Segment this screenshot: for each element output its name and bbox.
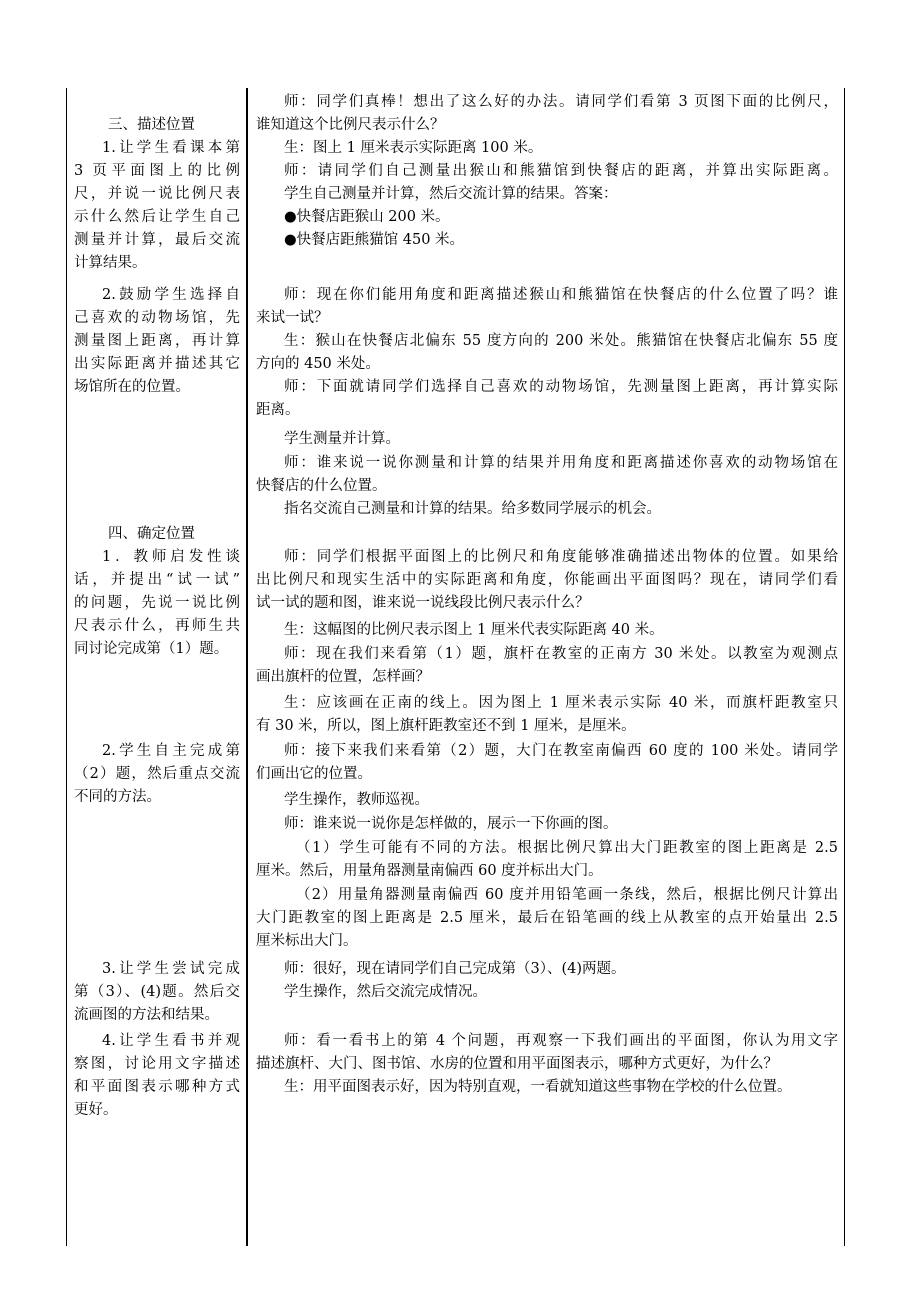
left-text: 4.让学生看书并观	[102, 1033, 240, 1049]
right-text: 试一试的题和图，谁来说一说线段比例尺表示什么？	[256, 595, 590, 611]
left-text: 的问题，先说一说比例	[74, 595, 240, 611]
left-text: 场馆所在的位置。	[74, 379, 190, 395]
left-text: 示什么然后让学生自己	[74, 209, 240, 225]
left-text: 3.让学生尝试完成	[102, 961, 240, 977]
right-text: 师：看一看书上的第 4 个问题，再观察一下我们画出的平面图，你认为用文字	[284, 1033, 838, 1049]
right-text: 师：谁来说一说你测量和计算的结果并用角度和距离描述你喜欢的动物场馆在	[284, 455, 838, 471]
left-text: 察图，讨论用文字描述	[74, 1056, 240, 1072]
right-text: 厘米标出大门。	[256, 933, 358, 949]
left-text: 2.鼓励学生选择自	[102, 287, 240, 303]
left-text: 1.让学生看课本第	[102, 140, 240, 156]
right-text: 师：很好，现在请同学们自己完成第（3）、(4)两题。	[284, 961, 626, 977]
left-column	[74, 0, 240, 1301]
left-text: 测量并计算，最后交流	[74, 232, 240, 248]
right-text: 师：现在你们能用角度和距离描述猴山和熊猫馆在快餐店的什么位置了吗？谁	[284, 287, 838, 303]
right-text: 学生操作，然后交流完成情况。	[284, 984, 487, 1000]
right-text: 指名交流自己测量和计算的结果。给多数同学展示的机会。	[284, 501, 661, 517]
left-text: 1．教师启发性谈	[102, 549, 240, 565]
table-border-left	[66, 88, 67, 1246]
right-column	[256, 0, 838, 1301]
left-text: 己喜欢的动物场馆，先	[74, 310, 240, 326]
right-text: 师：谁来说一说你是怎样做的，展示一下你画的图。	[284, 816, 618, 832]
right-text: 方向的 450 米处。	[256, 356, 380, 372]
right-text: 有 30 米，所以，图上旗杆距教室还不到 1 厘米，是厘米。	[256, 718, 636, 734]
right-text: 画出旗杆的位置，怎样画？	[256, 669, 430, 685]
left-text: 第（3）、(4)题。然后交	[74, 984, 240, 1000]
left-text: （2）题，然后重点交流	[74, 766, 240, 782]
left-text: 不同的方法。	[74, 789, 161, 805]
right-text: 距离。	[256, 402, 300, 418]
left-text: 3 页平面图上的比例	[74, 163, 240, 179]
right-text: 生：这幅图的比例尺表示图上 1 厘米代表实际距离 40 米。	[284, 622, 664, 638]
table-column-divider	[246, 88, 248, 1246]
left-text: 2.学生自主完成第	[102, 743, 240, 759]
section3-heading: 三、描述位置	[108, 117, 195, 133]
left-text: 尺表示什么，再师生共	[74, 618, 240, 634]
right-text: 生：用平面图表示好，因为特别直观，一看就知道这些事物在学校的什么位置。	[284, 1079, 792, 1095]
left-text: 更好。	[74, 1102, 118, 1118]
right-text: 们画出它的位置。	[256, 766, 372, 782]
left-text: 计算结果。	[74, 255, 147, 271]
right-text: 生：图上 1 厘米表示实际距离 100 米。	[284, 140, 543, 156]
right-text: 描述旗杆、大门、图书馆、水房的位置和用平面图表示，哪种方式更好，为什么？	[256, 1056, 778, 1072]
right-text: 厘米。然后，用量角器测量南偏西 60 度并标出大门。	[256, 863, 603, 879]
right-text: 生：猴山在快餐店北偏东 55 度方向的 200 米处。熊猫馆在快餐店北偏东 55 度	[284, 333, 838, 349]
right-text: （2）用量角器测量南偏西 60 度并用铅笔画一条线，然后，根据比例尺计算出	[296, 887, 838, 903]
right-text: 师：同学们真棒！想出了这么好的办法。请同学们看第 3 页图下面的比例尺，	[284, 94, 838, 110]
right-text: 师：下面就请同学们选择自己喜欢的动物场馆，先测量图上距离，再计算实际	[284, 379, 838, 395]
right-text: 快餐店的什么位置。	[256, 478, 387, 494]
left-text: 同讨论完成第（1）题。	[74, 641, 229, 657]
right-text: ●快餐店距猴山 200 米。	[284, 209, 450, 225]
left-text: 话，并提出“试一试”	[74, 572, 240, 588]
right-text: 学生测量并计算。	[284, 431, 400, 447]
left-text: 出实际距离并描述其它	[74, 356, 240, 372]
right-text: 大门距教室的图上距离是 2.5 厘米，最后在铅笔画的线上从教室的点开始量出 2.5	[256, 910, 838, 926]
right-text: 师：现在我们来看第（1）题，旗杆在教室的正南方 30 米处。以教室为观测点	[284, 646, 838, 662]
right-text: 来试一试？	[256, 310, 329, 326]
right-text: 学生操作，教师巡视。	[284, 792, 429, 808]
right-text: 生：应该画在正南的线上。因为图上 1 厘米表示实际 40 米，而旗杆距教室只	[284, 695, 838, 711]
right-text: 师：同学们根据平面图上的比例尺和角度能够准确描述出物体的位置。如果给	[284, 549, 838, 565]
left-text: 流画图的方法和结果。	[74, 1007, 219, 1023]
left-text: 和平面图表示哪种方式	[74, 1079, 240, 1095]
left-text: 测量图上距离，再计算	[74, 333, 240, 349]
right-text: ●快餐店距熊猫馆 450 米。	[284, 232, 465, 248]
right-text: 学生自己测量并计算，然后交流计算的结果。答案：	[284, 186, 618, 202]
right-text: （1）学生可能有不同的方法。根据比例尺算出大门距教室的图上距离是 2.5	[296, 840, 838, 856]
right-text: 师：接下来我们来看第（2）题，大门在教室南偏西 60 度的 100 米处。请同学	[284, 743, 838, 759]
right-text: 出比例尺和现实生活中的实际距离和角度，你能画出平面图吗？现在，请同学们看	[256, 572, 838, 588]
right-text: 谁知道这个比例尺表示什么？	[256, 117, 445, 133]
right-text: 师：请同学们自己测量出猴山和熊猫馆到快餐店的距离，并算出实际距离。	[284, 163, 838, 179]
table-border-right	[844, 88, 845, 1246]
left-text: 尺，并说一说比例尺表	[74, 186, 240, 202]
section4-heading: 四、确定位置	[108, 526, 195, 542]
